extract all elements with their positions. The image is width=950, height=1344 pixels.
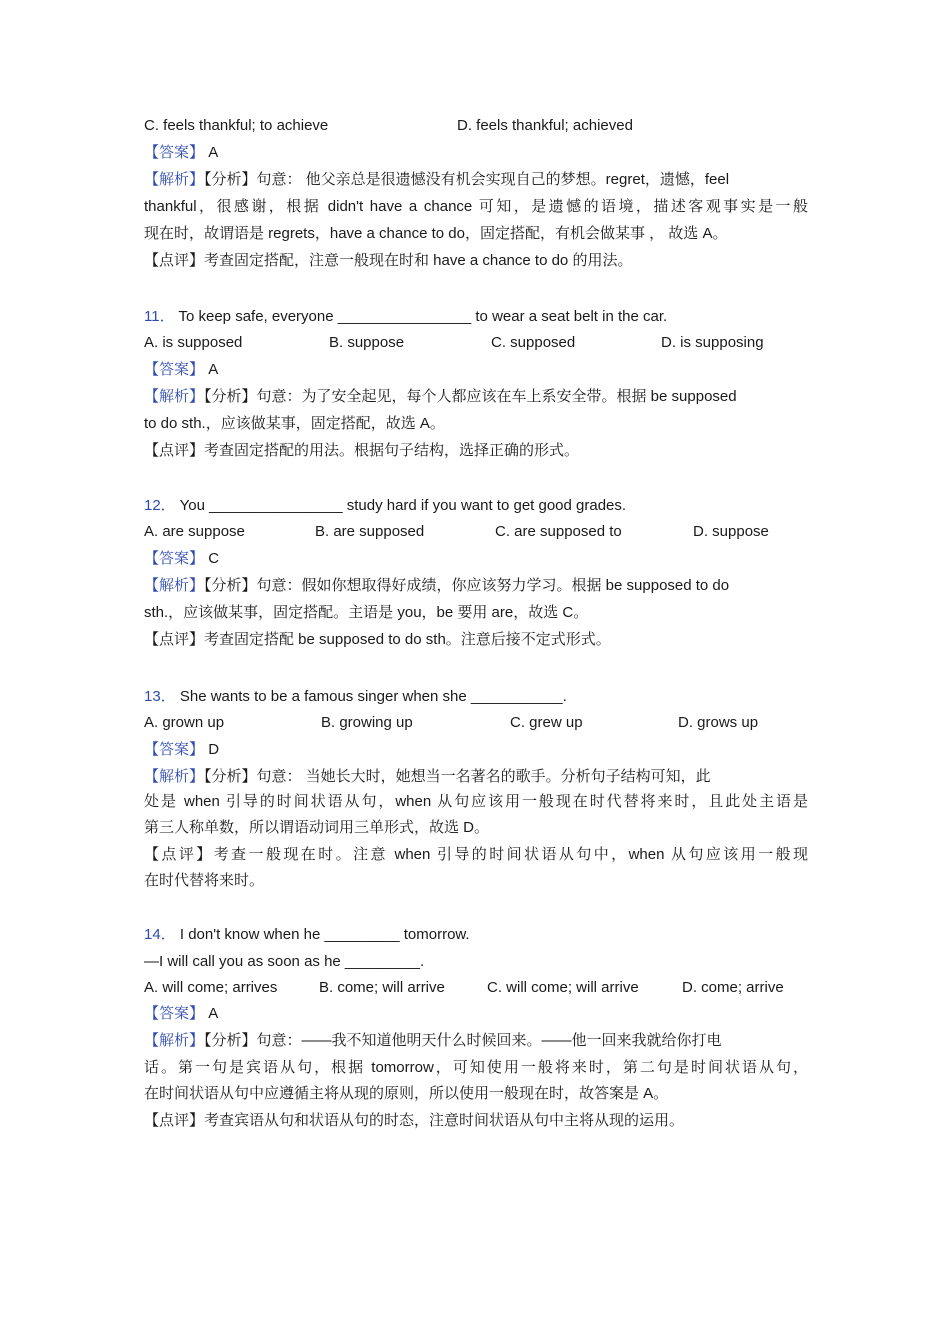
comment-line: 【点评】考查固定搭配的用法。根据句子结构，选择正确的形式。 [144, 442, 580, 459]
analysis-line: 第三人称单数，所以谓语动词用三单形式，故选 D。 [144, 819, 490, 836]
analysis-tag: 【解析】 [144, 388, 205, 405]
question-text: She wants to be a famous singer when she ___________. [179, 688, 567, 705]
option-a: A. are suppose [144, 523, 245, 540]
answer-line [144, 360, 808, 380]
analysis-line: 话。第一句是宾语从句，根据 tomorrow，可知使用一般将来时，第二句是时间状语从句， [144, 1059, 808, 1076]
question-number: 12． [144, 497, 176, 514]
option-c: C. supposed [491, 334, 576, 351]
option-a: A. grown up [144, 714, 225, 731]
option-d: D. grows up [678, 714, 759, 731]
analysis-text: 【分析】句意：——我不知道他明天什么时候回来。——他一回来我就给你打电 [204, 1032, 722, 1049]
question-number: 11． [144, 308, 175, 325]
answer-tag: 【答案】 [144, 550, 205, 567]
question-stem-reply: —I will call you as soon as he _________. [144, 953, 425, 970]
analysis-line: 处是 when 引导的时间状语从句，when 从句应该用一般现在时代替将来时，且此处主语是 [144, 793, 808, 810]
analysis-text: 【分析】句意：为了安全起见，每个人都应该在车上系安全带。根据 be supposed [204, 388, 737, 405]
question-stem [144, 687, 808, 707]
comment-line: 【点评】考查固定搭配，注意一般现在时和 have a chance to do 的用法。 [144, 252, 633, 269]
answer-line [144, 1004, 808, 1024]
option-b: B. are supposed [315, 523, 425, 540]
option-d: D. suppose [693, 523, 769, 540]
answer-tag: 【答案】 [144, 361, 205, 378]
analysis-tag: 【解析】 [144, 171, 205, 188]
option-b: B. growing up [321, 714, 413, 731]
analysis-tag: 【解析】 [144, 577, 205, 594]
option-b: B. suppose [329, 334, 405, 351]
question-stem [144, 496, 808, 516]
option-c: C. grew up [510, 714, 583, 731]
answer-tag: 【答案】 [144, 1005, 205, 1022]
comment-line: 【点评】考查宾语从句和状语从句的时态，注意时间状语从句中主将从现的运用。 [144, 1112, 685, 1129]
analysis-tag: 【解析】 [144, 1032, 205, 1049]
answer-line [144, 143, 808, 163]
question-stem [144, 307, 808, 327]
analysis-line: 现在时，故谓语是 regrets，have a chance to do，固定搭配，有机会做某事 ， 故选 A。 [144, 225, 728, 242]
option-c: C. are supposed to [495, 523, 622, 540]
answer-value: A [208, 1005, 219, 1022]
answer-tag: 【答案】 [144, 144, 205, 161]
option-d: D. come; arrive [682, 979, 784, 996]
answer-line [144, 549, 808, 569]
question-stem [144, 925, 808, 945]
question-text: To keep safe, everyone ________________ to wear a seat belt in the car. [178, 308, 668, 325]
question-text: You ________________ study hard if you want to get good grades. [179, 497, 627, 514]
analysis-line [144, 387, 808, 407]
analysis-text: 【分析】句意：假如你想取得好成绩，你应该努力学习。根据 be supposed to do [204, 577, 730, 594]
answer-line [144, 740, 808, 760]
question-text: I don't know when he _________ tomorrow. [179, 926, 470, 943]
answer-value: A [208, 144, 219, 161]
analysis-line: 在时间状语从句中应遵循主将从现的原则，所以使用一般现在时，故答案是 A。 [144, 1085, 669, 1102]
analysis-line: to do sth.，应该做某事，固定搭配，故选 A。 [144, 415, 445, 432]
analysis-line: thankful，很感谢，根据 didn't have a chance 可知，是遗憾的语境，描述客观事实是一般 [144, 198, 808, 215]
option-d: D. is supposing [661, 334, 764, 351]
answer-value: C [208, 550, 220, 567]
analysis-text: 【分析】句意： 他父亲总是很遗憾没有机会实现自己的梦想。regret，遗憾，feel [204, 171, 730, 188]
comment-line: 【点评】考查固定搭配 be supposed to do sth。注意后接不定式形式。 [144, 631, 611, 648]
comment-line: 【点评】考查一般现在时。注意 when 引导的时间状语从句中，when 从句应该用一般现 [144, 846, 808, 863]
option-d: D. feels thankful; achieved [457, 117, 633, 134]
analysis-text: 【分析】句意： 当她长大时，她想当一名著名的歌手。分析句子结构可知，此 [204, 768, 711, 785]
analysis-line [144, 767, 808, 787]
answer-tag: 【答案】 [144, 741, 205, 758]
option-c: C. will come; will arrive [487, 979, 639, 996]
option-b: B. come; will arrive [319, 979, 445, 996]
analysis-line [144, 1031, 808, 1051]
comment-line: 在时代替将来时。 [144, 872, 265, 889]
analysis-line [144, 170, 808, 190]
analysis-tag: 【解析】 [144, 768, 205, 785]
answer-value: A [208, 361, 219, 378]
analysis-line [144, 576, 808, 596]
option-c: C. feels thankful; to achieve [144, 117, 329, 134]
answer-value: D [208, 741, 220, 758]
analysis-line: sth.，应该做某事，固定搭配。主语是 you，be 要用 are，故选 C。 [144, 604, 589, 621]
option-a: A. will come; arrives [144, 979, 278, 996]
question-number: 13． [144, 688, 176, 705]
option-a: A. is supposed [144, 334, 243, 351]
question-number: 14． [144, 926, 176, 943]
